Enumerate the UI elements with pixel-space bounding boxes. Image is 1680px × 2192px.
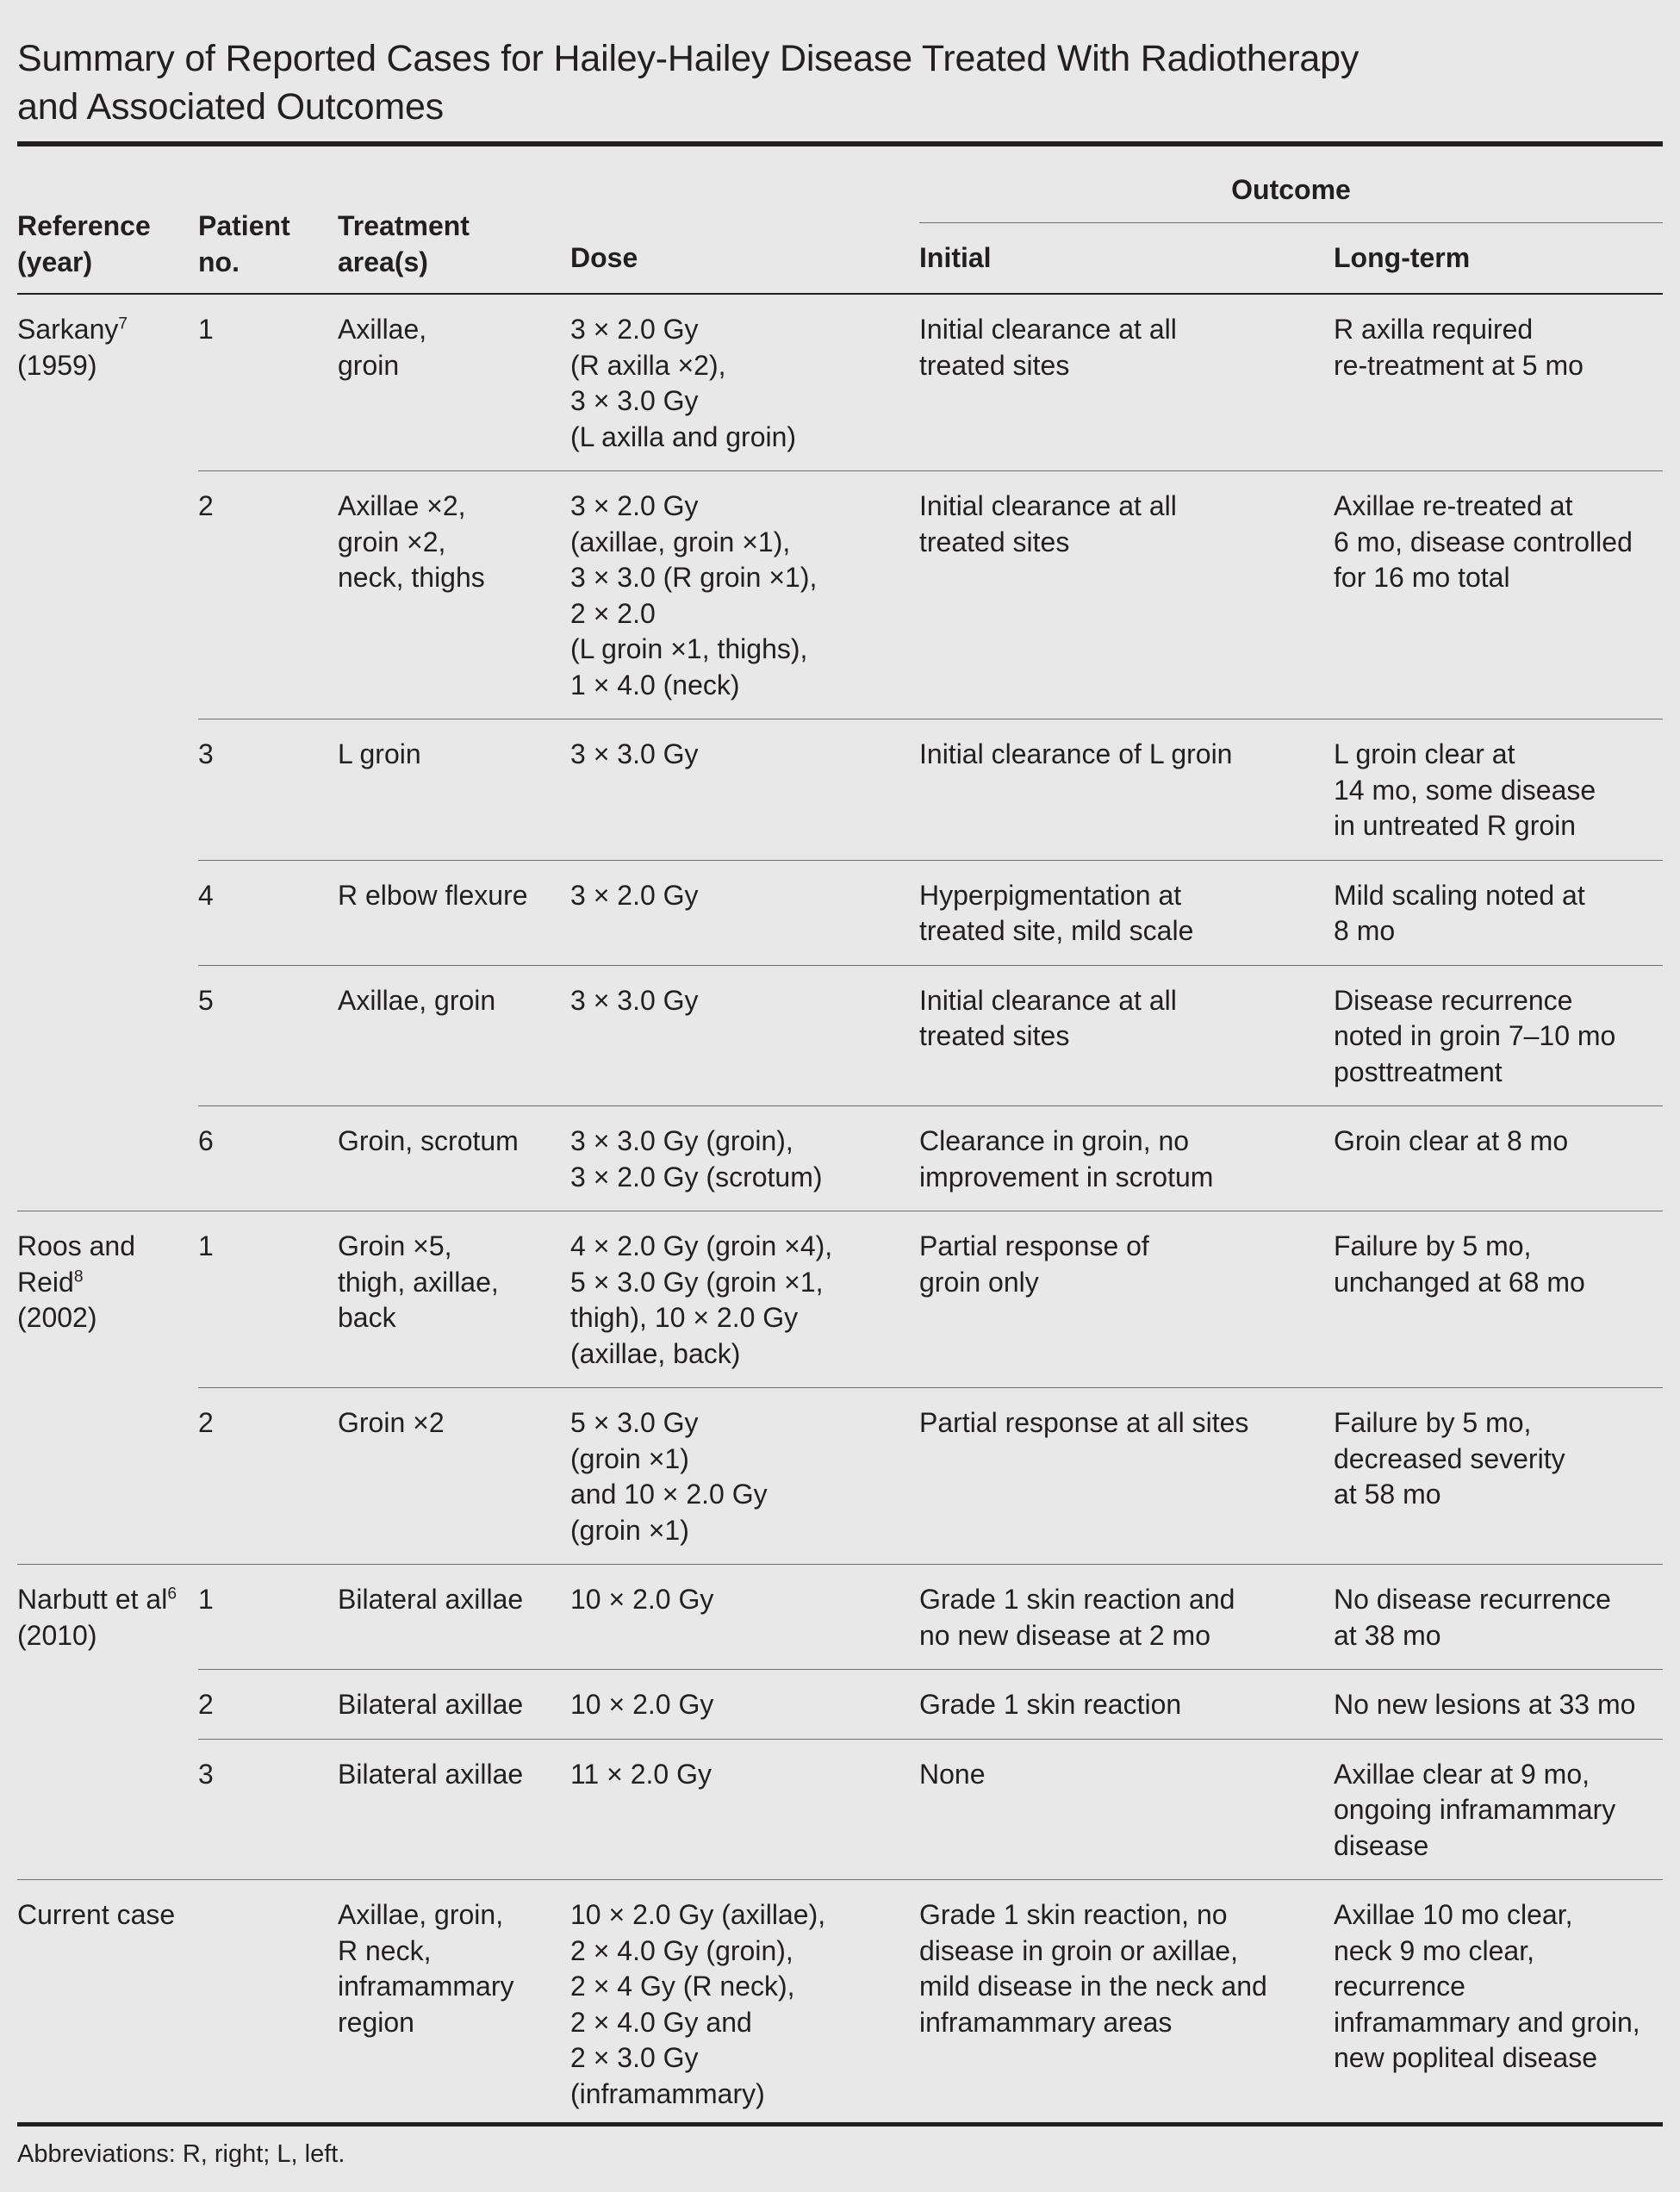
cases-table (17, 146, 1663, 2122)
cell-area: R elbow flexure (338, 860, 570, 965)
cell-dose: 3 × 3.0 Gy (570, 719, 919, 861)
cell-patient: 1 (198, 314, 214, 345)
table-row (17, 1739, 1663, 1880)
header-patient: Patient no. (198, 210, 290, 277)
cell-area: Groin, scrotum (338, 1106, 570, 1211)
title-line-1: Summary of Reported Cases for Hailey-Hailey Disease Treated With Radiotherapy (17, 38, 1360, 79)
cell-patient (198, 1880, 338, 2123)
cell-dose: 10 × 2.0 Gy (570, 1565, 919, 1670)
cell-long-term: R axilla required re-treatment at 5 mo (1334, 314, 1584, 381)
cell-area: Bilateral axillae (338, 1739, 570, 1880)
cell-long-term: Axillae re-treated at 6 mo, disease controlled for 16 mo total (1334, 471, 1663, 719)
cell-dose: 3 × 2.0 Gy (570, 860, 919, 965)
cell-patient: 1 (198, 1565, 338, 1670)
cell-area: Bilateral axillae (338, 1565, 570, 1670)
cell-dose: 10 × 2.0 Gy (570, 1670, 919, 1740)
table-row (17, 1670, 1663, 1740)
cell-long-term: Failure by 5 mo, decreased severity at 58 mo (1334, 1388, 1663, 1565)
cell-dose: 3 × 3.0 Gy (groin), 3 × 2.0 Gy (scrotum) (570, 1106, 919, 1211)
header-dose: Dose (570, 241, 638, 273)
cell-reference: Sarkany$^7$ (1959) (17, 314, 128, 381)
table-row (17, 860, 1663, 965)
cell-long-term: L groin clear at 14 mo, some disease in untreated R groin (1334, 719, 1663, 861)
cell-dose: 3 × 2.0 Gy (axillae, groin ×1), 3 × 3.0 (R groin ×1), 2 × 2.0 (L groin ×1, thighs), 1 × 4.0 (neck) (570, 471, 919, 719)
header-long-term: Long-term (1334, 241, 1471, 273)
cell-initial: Initial clearance at all treated sites (919, 314, 1177, 381)
cell-patient: 4 (198, 860, 338, 965)
cell-long-term: Mild scaling noted at 8 mo (1334, 860, 1663, 965)
cell-dose: 3 × 2.0 Gy (R axilla ×2), 3 × 3.0 Gy (L axilla and groin) (570, 314, 797, 452)
table-row (17, 471, 1663, 719)
cell-area: L groin (338, 719, 570, 861)
cell-reference: Current case (17, 1880, 198, 2123)
cell-long-term: Failure by 5 mo, unchanged at 68 mo (1334, 1211, 1663, 1388)
cell-initial: Hyperpigmentation at treated site, mild scale (919, 860, 1334, 965)
cell-initial: Partial response at all sites (919, 1388, 1334, 1565)
cell-initial: Initial clearance at all treated sites (919, 965, 1334, 1106)
cell-area: Groin ×2 (338, 1388, 570, 1565)
cell-initial: Initial clearance of L groin (919, 719, 1334, 861)
cell-long-term: Axillae clear at 9 mo, ongoing inframammary disease (1334, 1739, 1663, 1880)
title-line-2: and Associated Outcomes (17, 86, 444, 128)
table-figure (17, 34, 1663, 2169)
cell-long-term: Axillae 10 mo clear, neck 9 mo clear, recurrence inframammary and groin, new popliteal disease (1334, 1880, 1663, 2123)
table-footnote: Abbreviations: R, right; L, left. (17, 2140, 345, 2168)
cell-area: Axillae ×2, groin ×2, neck, thighs (338, 471, 570, 719)
table-bottom-rule (17, 2122, 1663, 2127)
table-row (17, 719, 1663, 861)
cell-dose: 3 × 3.0 Gy (570, 965, 919, 1106)
table-row (17, 1388, 1663, 1565)
cell-area: Axillae, groin (338, 965, 570, 1106)
table-body (17, 294, 1663, 2122)
cell-dose: 10 × 2.0 Gy (axillae), 2 × 4.0 Gy (groin), 2 × 4 Gy (R neck), 2 × 4.0 Gy and 2 × 3.0 Gy (inframammary) (570, 1880, 919, 2123)
cell-initial: Grade 1 skin reaction (919, 1670, 1334, 1740)
table-row (17, 1565, 1663, 1670)
cell-dose: 4 × 2.0 Gy (groin ×4), 5 × 3.0 Gy (groin ×1, thigh), 10 × 2.0 Gy (axillae, back) (570, 1211, 919, 1388)
cell-area: Bilateral axillae (338, 1670, 570, 1740)
cell-area: Axillae, groin (338, 314, 427, 381)
cell-reference: Roos and Reid$^8$ (2002) (17, 1211, 198, 1565)
cell-patient: 1 (198, 1211, 338, 1388)
header-reference: Reference (year) (17, 210, 151, 277)
cell-long-term: No disease recurrence at 38 mo (1334, 1565, 1663, 1670)
table-row (17, 1880, 1663, 2123)
cell-patient: 3 (198, 1739, 338, 1880)
cell-patient: 2 (198, 471, 338, 719)
cell-initial: Grade 1 skin reaction and no new disease at 2 mo (919, 1565, 1334, 1670)
cell-patient: 2 (198, 1670, 338, 1740)
cell-patient: 3 (198, 719, 338, 861)
table-title (17, 34, 1663, 131)
cell-long-term: Disease recurrence noted in groin 7–10 mo posttreatment (1334, 965, 1663, 1106)
cell-initial: Partial response of groin only (919, 1211, 1334, 1388)
table-row (17, 965, 1663, 1106)
cell-patient: 2 (198, 1388, 338, 1565)
cell-initial: None (919, 1739, 1334, 1880)
header-area: Treatment area(s) (338, 210, 470, 277)
cell-long-term: Groin clear at 8 mo (1334, 1106, 1663, 1211)
cell-area: Axillae, groin, R neck, inframammary region (338, 1880, 570, 2123)
cell-dose: 5 × 3.0 Gy (groin ×1) and 10 × 2.0 Gy (groin ×1) (570, 1388, 919, 1565)
cell-reference: Narbutt et $al^6$ (2010) (17, 1565, 198, 1880)
cell-patient: 6 (198, 1106, 338, 1211)
cell-dose: 11 × 2.0 Gy (570, 1739, 919, 1880)
cell-patient: 5 (198, 965, 338, 1106)
cell-long-term: No new lesions at 33 mo (1334, 1670, 1663, 1740)
cell-initial: Clearance in groin, no improvement in scrotum (919, 1106, 1334, 1211)
header-outcome: Outcome (919, 146, 1663, 222)
table-row (17, 1106, 1663, 1211)
header-initial: Initial (919, 241, 992, 273)
cell-initial: Initial clearance at all treated sites (919, 471, 1334, 719)
table-row (17, 1211, 1663, 1388)
cell-area: Groin ×5, thigh, axillae, back (338, 1211, 570, 1388)
cell-initial: Grade 1 skin reaction, no disease in groin or axillae, mild disease in the neck and inframammary areas (919, 1880, 1334, 2123)
table-row (17, 294, 1663, 471)
